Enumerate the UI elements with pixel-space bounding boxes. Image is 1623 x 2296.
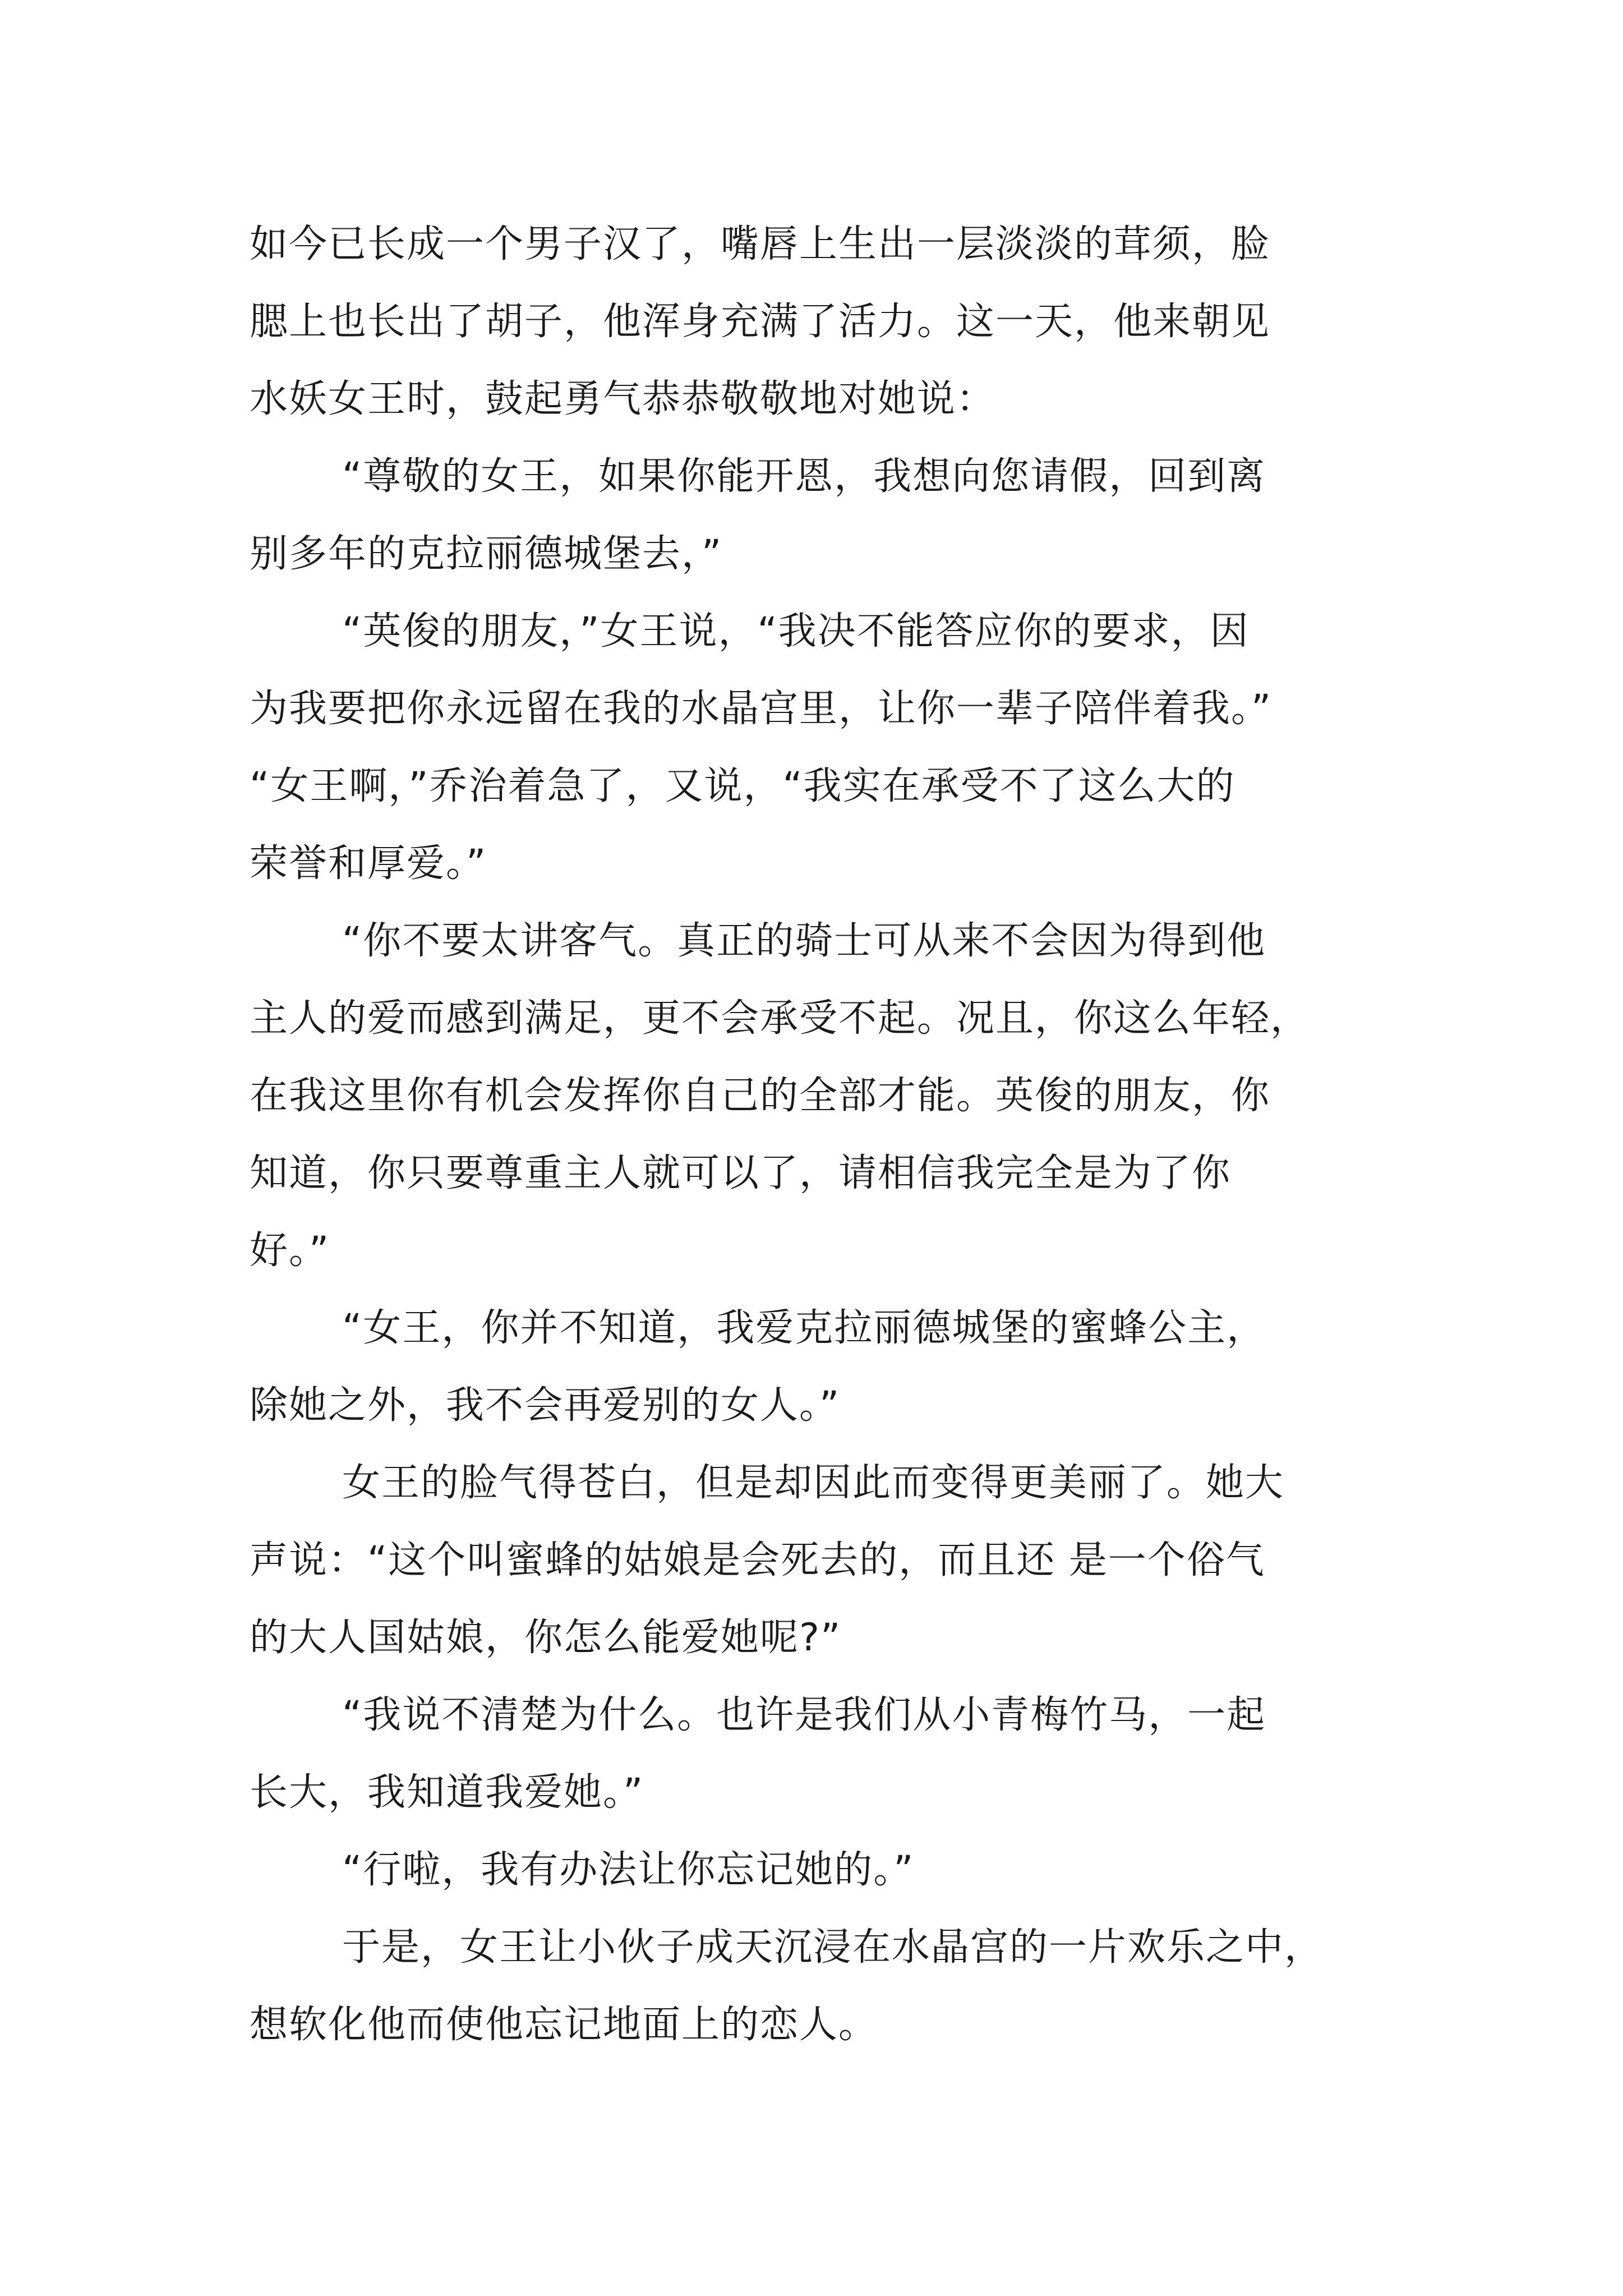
text-line: 于是，女王让小伙子成天沉浸在水晶宫的一片欢乐之中，	[342, 1925, 1324, 1970]
text-line: 知道，你只要尊重主人就可以了，请相信我完全是为了你	[250, 1151, 1232, 1195]
text-line: 腮上也长出了胡子，他浑身充满了活力。这一天，他来朝见	[250, 300, 1271, 344]
text-line: “女王，你并不知道，我爱克拉丽德城堡的蜜蜂公主，	[342, 1306, 1266, 1350]
text-line: 别多年的克拉丽德城堡去，”	[250, 532, 723, 576]
text-line: 女王的脸气得苍白，但是却因此而变得更美丽了。她大	[342, 1461, 1285, 1505]
text-line: 声说：“这个叫蜜蜂的姑娘是会死去的，而且还 是一个俗气	[250, 1538, 1265, 1582]
text-line: “女王啊，”乔治着急了，又说，“我实在承受不了这么大的	[250, 764, 1235, 808]
text-line: 荣誉和厚爱。”	[250, 841, 487, 886]
text-line: 长大，我知道我爱她。”	[250, 1770, 644, 1815]
text-line: 除她之外，我不会再爱别的女人。”	[250, 1383, 841, 1428]
text-line: “你不要太讲客气。真正的骑士可从来不会因为得到他	[342, 919, 1266, 963]
text-line: 水妖女王时，鼓起勇气恭恭敬敬地对她说：	[250, 377, 996, 421]
text-line: 为我要把你永远留在我的水晶宫里，让你一辈子陪伴着我。”	[250, 687, 1272, 731]
text-line: “英俊的朋友，”女王说，“我决不能答应你的要求，因	[342, 609, 1249, 654]
text-line: “尊敬的女王，如果你能开恩，我想向您请假，回到离	[342, 454, 1266, 499]
text-line: 的大人国姑娘，你怎么能爱她呢?”	[250, 1616, 842, 1660]
text-line: 如今已长成一个男子汉了，嘴唇上生出一层淡淡的茸须，脸	[250, 222, 1271, 266]
text-line: 好。”	[250, 1228, 330, 1273]
text-line: “我说不清楚为什么。也许是我们从小青梅竹马，一起	[342, 1693, 1266, 1737]
text-line: “行啦，我有办法让你忘记她的。”	[342, 1848, 915, 1892]
text-line: 想软化他而使他忘记地面上的恋人。	[250, 2003, 878, 2047]
text-line: 主人的爱而感到满足，更不会承受不起。况且，你这么年轻，	[250, 996, 1310, 1041]
text-line: 在我这里你有机会发挥你自己的全部才能。英俊的朋友，你	[250, 1074, 1271, 1118]
